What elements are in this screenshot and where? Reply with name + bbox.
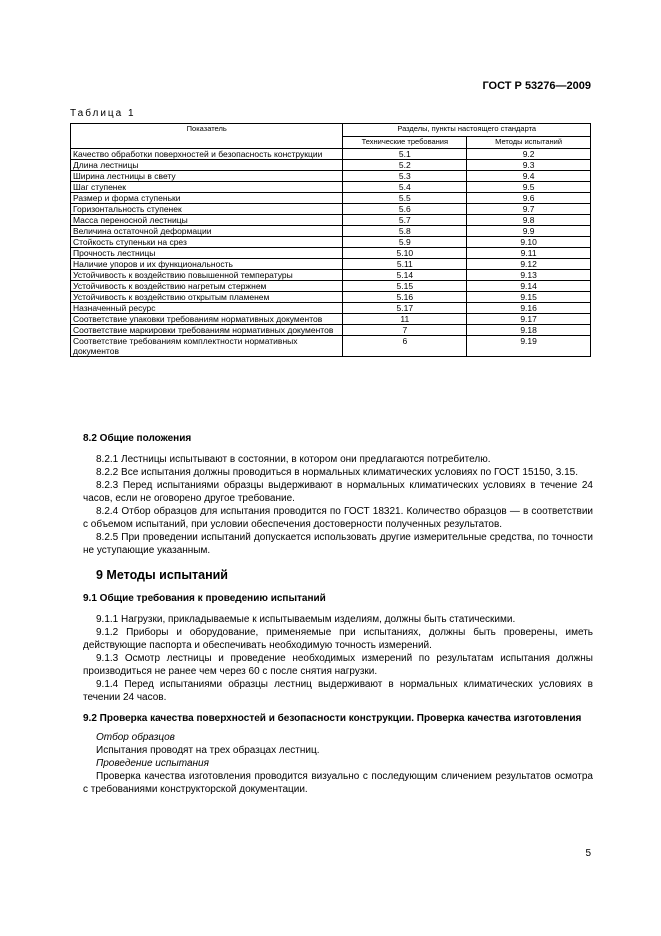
paragraph-8-2-3: 8.2.3 Перед испытаниями образцы выдерживают в нормальных климатических условиях в течение 24 часов, если не оговорено другое требование. — [83, 480, 593, 504]
section-9-2-title: 9.2 Проверка качества поверхностей и безопасности конструкции. Проверка качества изготовления — [83, 713, 582, 724]
document-body — [83, 432, 593, 796]
table-row — [71, 270, 591, 281]
table-row — [71, 171, 591, 182]
row-indicator: Соответствие маркировки требованиям нормативных документов — [71, 325, 343, 336]
row-method-ref: 9.8 — [467, 215, 591, 226]
row-indicator: Стойкость ступеньки на срез — [71, 237, 343, 248]
table-row — [71, 182, 591, 193]
table-row — [71, 226, 591, 237]
row-tech-ref: 7 — [343, 325, 467, 336]
table-row — [71, 281, 591, 292]
table-row — [71, 215, 591, 226]
row-tech-ref: 5.3 — [343, 171, 467, 182]
row-tech-ref: 5.14 — [343, 270, 467, 281]
row-method-ref: 9.12 — [467, 259, 591, 270]
row-indicator: Масса переносной лестницы — [71, 215, 343, 226]
testing-text: Проверка качества изготовления проводится визуально с последующим сличением результатов осмотра с требованиями конструкторской документации. — [83, 771, 593, 795]
page-number: 5 — [585, 848, 591, 859]
row-indicator: Устойчивость к воздействию нагретым стержнем — [71, 281, 343, 292]
paragraph-8-2-5: 8.2.5 При проведении испытаний допускается использовать другие измерительные средства, по точности не уступающие указанным. — [83, 532, 593, 556]
table-row — [71, 248, 591, 259]
row-tech-ref: 5.6 — [343, 204, 467, 215]
row-tech-ref: 6 — [343, 336, 467, 357]
row-indicator: Шаг ступенек — [71, 182, 343, 193]
sampling-text: Испытания проводят на трех образцах лестниц. — [96, 745, 320, 756]
sampling-label: Отбор образцов — [96, 732, 175, 743]
standard-number: ГОСТ Р 53276—2009 — [482, 80, 591, 92]
table-row — [71, 292, 591, 303]
table-row — [71, 259, 591, 270]
row-tech-ref: 5.9 — [343, 237, 467, 248]
section-8-2-title: 8.2 Общие положения — [83, 433, 192, 444]
col-tech-header: Технические требования — [343, 137, 467, 149]
row-tech-ref: 5.15 — [343, 281, 467, 292]
paragraph-8-2-1: 8.2.1 Лестницы испытывают в состоянии, в котором они предлагаются потребителю. — [96, 454, 491, 465]
row-method-ref: 9.11 — [467, 248, 591, 259]
paragraph-9-1-4: 9.1.4 Перед испытаниями образцы лестниц выдерживают в нормальных климатических условиях в течении 24 часов. — [83, 679, 593, 703]
row-indicator: Размер и форма ступеньки — [71, 193, 343, 204]
row-tech-ref: 5.2 — [343, 160, 467, 171]
paragraph-9-1-1: 9.1.1 Нагрузки, прикладываемые к испытываемым изделиям, должны быть статическими. — [96, 614, 516, 625]
table-row — [71, 303, 591, 314]
table-row — [71, 325, 591, 336]
table-row — [71, 160, 591, 171]
row-method-ref: 9.5 — [467, 182, 591, 193]
row-tech-ref: 5.16 — [343, 292, 467, 303]
row-indicator: Длина лестницы — [71, 160, 343, 171]
col-group-header: Разделы, пункты настоящего стандарта — [343, 124, 591, 137]
paragraph-9-1-2: 9.1.2 Приборы и оборудование, применяемые при испытаниях, должны быть проверены, иметь действующие паспорта и обеспечивать необходимую точность измерений. — [83, 627, 593, 651]
row-indicator: Устойчивость к воздействию повышенной температуры — [71, 270, 343, 281]
row-method-ref: 9.15 — [467, 292, 591, 303]
row-indicator: Наличие упоров и их функциональность — [71, 259, 343, 270]
row-indicator: Соответствие требованиям комплектности нормативных документов — [71, 336, 343, 357]
section-9-1-title: 9.1 Общие требования к проведению испытаний — [83, 593, 326, 604]
row-tech-ref: 11 — [343, 314, 467, 325]
row-indicator: Горизонтальность ступенек — [71, 204, 343, 215]
paragraph-8-2-4: 8.2.4 Отбор образцов для испытания проводится по ГОСТ 18321. Количество образцов — в соответствии с объемом испытаний, при условии обеспечения достоверности полученных результатов. — [83, 506, 593, 530]
row-tech-ref: 5.17 — [343, 303, 467, 314]
row-indicator: Ширина лестницы в свету — [71, 171, 343, 182]
row-tech-ref: 5.5 — [343, 193, 467, 204]
row-method-ref: 9.19 — [467, 336, 591, 357]
row-indicator: Прочность лестницы — [71, 248, 343, 259]
row-method-ref: 9.17 — [467, 314, 591, 325]
row-indicator: Устойчивость к воздействию открытым пламенем — [71, 292, 343, 303]
row-method-ref: 9.6 — [467, 193, 591, 204]
row-method-ref: 9.18 — [467, 325, 591, 336]
row-tech-ref: 5.11 — [343, 259, 467, 270]
row-indicator: Назначенный ресурс — [71, 303, 343, 314]
row-method-ref: 9.3 — [467, 160, 591, 171]
table-row — [71, 149, 591, 160]
row-tech-ref: 5.4 — [343, 182, 467, 193]
col-methods-header: Методы испытаний — [467, 137, 591, 149]
row-method-ref: 9.16 — [467, 303, 591, 314]
table-row — [71, 314, 591, 325]
row-tech-ref: 5.8 — [343, 226, 467, 237]
paragraph-8-2-2: 8.2.2 Все испытания должны проводиться в нормальных климатических условиях по ГОСТ 15150, 3.15. — [96, 467, 578, 478]
paragraph-9-1-3: 9.1.3 Осмотр лестницы и проведение необходимых измерений по результатам испытания должны производиться не ранее чем через 60 с после снятия нагрузки. — [83, 653, 593, 677]
table-row — [71, 237, 591, 248]
row-method-ref: 9.7 — [467, 204, 591, 215]
requirements-table — [70, 123, 591, 357]
row-indicator: Величина остаточной деформации — [71, 226, 343, 237]
table-row — [71, 336, 591, 357]
row-method-ref: 9.10 — [467, 237, 591, 248]
row-method-ref: 9.4 — [467, 171, 591, 182]
testing-label: Проведение испытания — [96, 758, 209, 769]
section-9-title: 9 Методы испытаний — [96, 568, 228, 582]
table-row — [71, 204, 591, 215]
col-indicator-header: Показатель — [71, 124, 343, 149]
table-caption: Таблица 1 — [70, 108, 136, 119]
row-indicator: Соответствие упаковки требованиям нормативных документов — [71, 314, 343, 325]
row-method-ref: 9.9 — [467, 226, 591, 237]
row-tech-ref: 5.7 — [343, 215, 467, 226]
row-tech-ref: 5.10 — [343, 248, 467, 259]
row-method-ref: 9.14 — [467, 281, 591, 292]
row-method-ref: 9.13 — [467, 270, 591, 281]
table-row — [71, 193, 591, 204]
row-method-ref: 9.2 — [467, 149, 591, 160]
row-indicator: Качество обработки поверхностей и безопасность конструкции — [71, 149, 343, 160]
row-tech-ref: 5.1 — [343, 149, 467, 160]
